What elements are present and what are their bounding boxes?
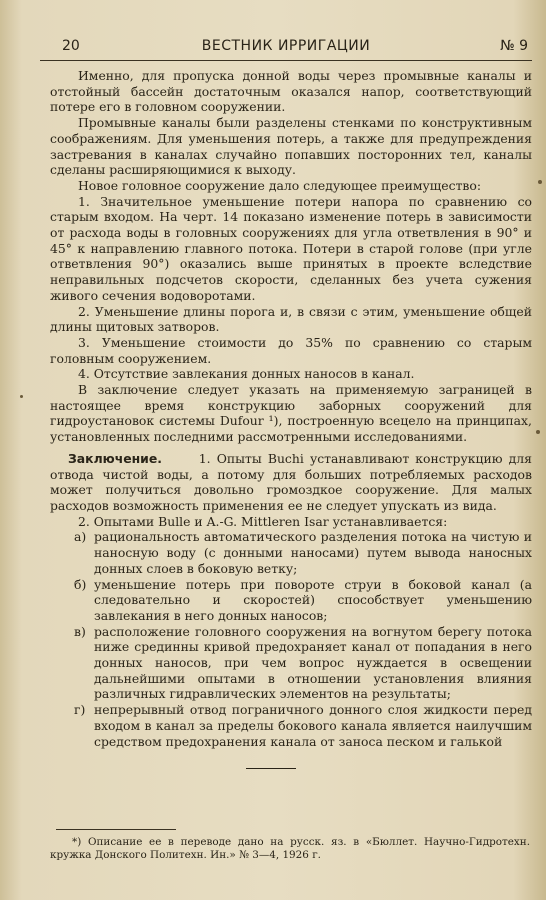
paper-speck <box>20 395 23 398</box>
footnote <box>50 836 530 862</box>
conclusion-item-2: 2. Опытами Bulle и A.-G. Mittleren Isar устанавливается: <box>78 513 448 529</box>
footnote-separator <box>56 829 176 830</box>
list-item-text: непрерывный отвод пограничного донного слоя жидкости перед входом в канал за пределы бокового канала является наилучшим средством предохранения канала от заноса песком и галькой <box>94 702 532 749</box>
list-item-text: рациональность автоматического разделения потока на чистую и наносную воду (с донными наносами) путем вывода наносных донных слоев в боковую ветку; <box>94 529 532 576</box>
paragraph: 3. Уменьшение стоимости до 35% по сравнению со старым головным сооружением. <box>50 334 532 366</box>
paragraph: Новое головное сооружение дало следующее преимущество: <box>78 177 482 193</box>
paragraph: 4. Отсутствие завлекания донных наносов в канал. <box>78 366 415 382</box>
conclusion-item-1-text: 1. Опыты Buchi устанавливают конструкцию для отвода чистой воды, а потому для больших потребляемых расходов может получиться довольно громоздкое сооружение. Для малых расходов возможность применения ее не следует упускать из вида. <box>50 450 532 513</box>
list-item-text: расположение головного сооружения на вогнутом берегу потока ниже срединны кривой предохраняет канал от попадания в него донных наносов, при чем вопрос нуждается в освещении дальнейшими опытами в отношении установления влияния различных гидравлических элементов на результаты; <box>94 623 532 702</box>
list-marker: г) <box>74 702 86 718</box>
list-marker: б) <box>74 576 87 592</box>
list-item <box>74 702 532 749</box>
list-marker: в) <box>74 623 86 639</box>
paragraph: Именно, для пропуска донной воды через промывные каналы и отстойный бассейн достаточным оказался напор, соответствующий потере его в головном сооружении. <box>50 68 532 115</box>
list-marker: а) <box>74 529 87 545</box>
conclusion-heading: Заключение. <box>68 450 162 466</box>
running-header <box>40 38 532 61</box>
conclusion-item-1 <box>50 451 532 514</box>
section-end-rule <box>246 768 296 769</box>
list-item <box>74 529 532 576</box>
paper-speck <box>538 180 542 184</box>
paper-speck <box>536 430 540 434</box>
journal-title: ВЕСТНИК ИРРИГАЦИИ <box>201 38 371 54</box>
main-text <box>50 68 532 749</box>
paragraph: В заключение следует указать на применяемую заграницей в настоящее время конструкцию заборных сооружений для гидроустановок системы Dufour ¹), построенную всецело на принципах, установленных последними рассмотренными исследованиями. <box>50 382 532 445</box>
paragraph: 1. Значительное уменьшение потери напора по сравнению со старым входом. На черт. 14 показано изменение потерь в зависимости от расхода воды в головных сооружениях для угла ответвления в 90° и 45° к направлению главного потока. Потери в старой голове (при угле ответвления 90°) оказались выше принятых в проекте вследствие неправильных подсчетов скорости, сделанных без учета сужения живого сечения водоворотами. <box>50 193 532 303</box>
list-item <box>74 624 532 703</box>
page-number: 20 <box>62 38 80 54</box>
footnote-text: *) Описание ее в переводе дано на русск. яз. в «Бюллет. Научно-Гидротехн. кружка Донского Политехн. Ин.» № 3—4, 1926 г. <box>50 836 530 861</box>
paragraph: 2. Уменьшение длины порога и, в связи с этим, уменьшение общей длины щитовых затворов. <box>50 303 532 335</box>
list-item <box>74 577 532 624</box>
issue-number: № 9 <box>500 38 528 54</box>
paragraph: Промывные каналы были разделены стенками по конструктивным соображениям. Для уменьшения потерь, а также для предупреждения застревания в каналах случайно попавших посторонних тел, каналы сделаны расширяющимися к выходу. <box>50 115 532 178</box>
list-item-text: уменьшение потерь при повороте струи в боковой канал (а следовательно и скоростей) способствует уменьшению завлекания в него донных наносов; <box>94 576 532 623</box>
